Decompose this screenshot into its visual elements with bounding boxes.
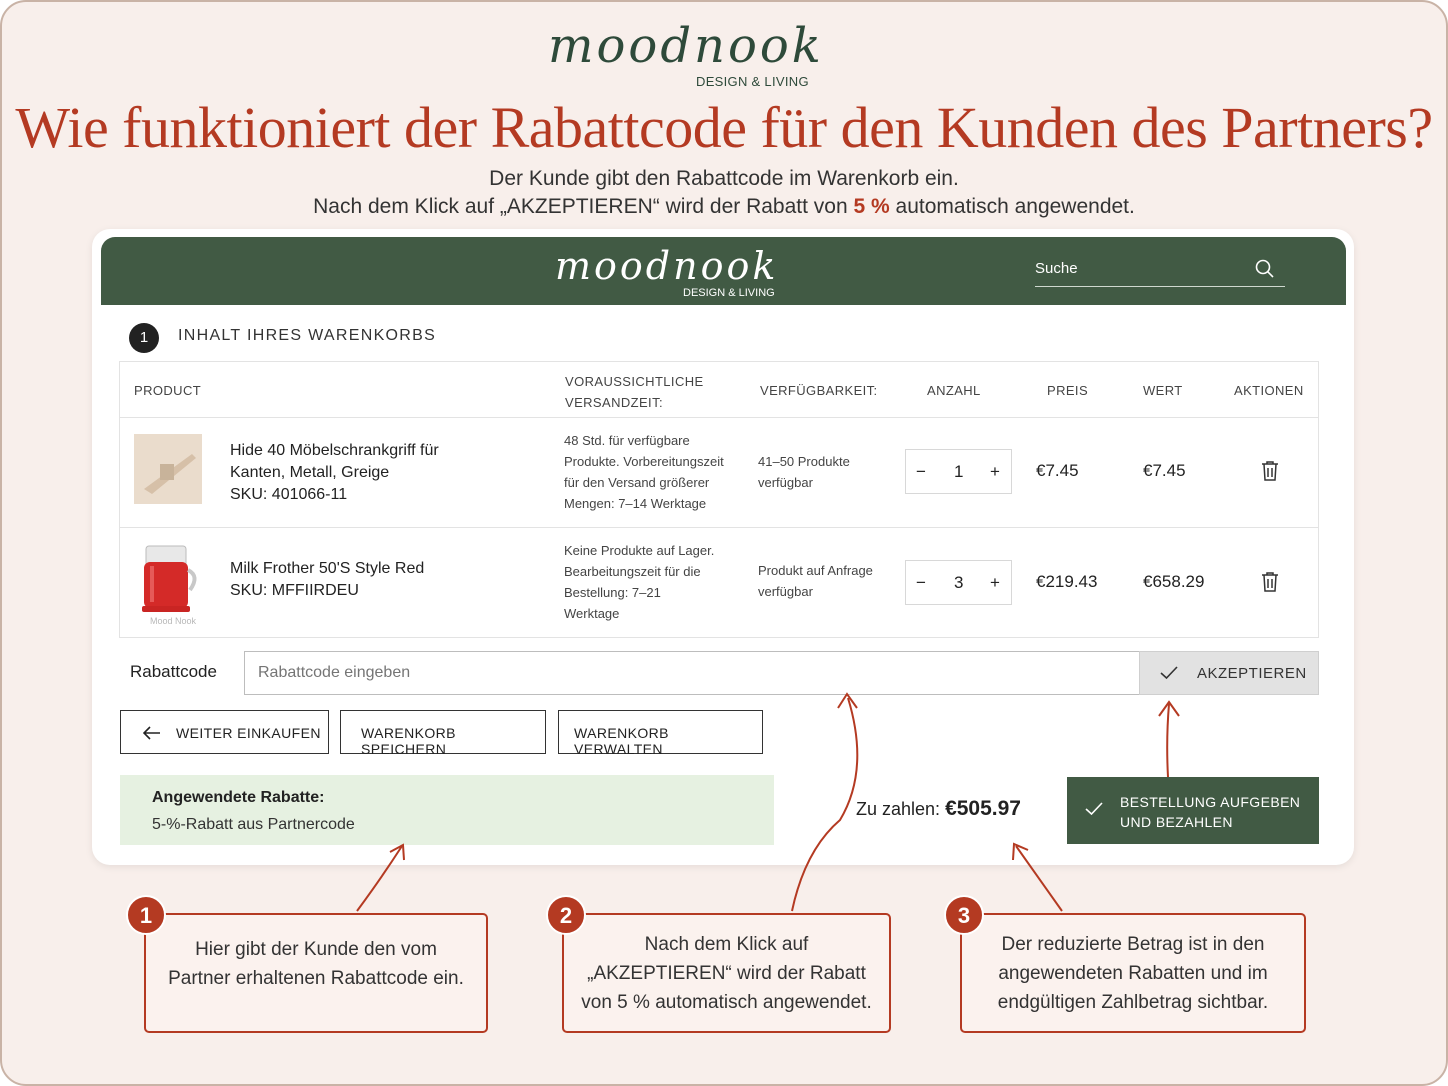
col-actions: AKTIONEN [1234, 383, 1304, 398]
place-order-line-2: UND BEZAHLEN [1120, 814, 1233, 830]
brand-logo [548, 18, 848, 98]
shipping-line: 48 Std. für verfügbare [564, 433, 690, 448]
save-cart-button[interactable] [340, 710, 546, 757]
intro-line-2-suffix: automatisch angewendet. [889, 195, 1135, 218]
shipping-info [564, 540, 714, 624]
place-order-label [1120, 792, 1300, 832]
arrow-left-icon [143, 726, 161, 740]
product-name-line-1: Milk Frother 50'S Style Red [230, 560, 425, 577]
save-cart-label: WARENKORB SPEICHERN [361, 725, 456, 757]
cart-title: INHALT IHRES WARENKORBS [178, 327, 437, 344]
col-price: PREIS [1047, 383, 1089, 398]
product-name-line-2: Kanten, Metall, Greige [230, 464, 390, 481]
line-value: €7.45 [1143, 461, 1186, 480]
shipping-line: Bestellung: 7–21 [564, 585, 661, 600]
callout-line: Nach dem Klick auf [644, 934, 809, 955]
product-name[interactable] [230, 440, 439, 506]
quantity-value[interactable]: 1 [954, 462, 964, 481]
product-thumbnail[interactable] [134, 540, 202, 626]
intro-highlight: 5 % [853, 195, 890, 218]
availability-info [758, 560, 873, 602]
col-shipping-line-2: VERSANDZEIT: [565, 395, 663, 410]
callout-line: „AKZEPTIEREN“ wird der Rabatt [587, 963, 866, 984]
brand-wordmark: moodnook [548, 18, 824, 74]
discount-code-input[interactable] [244, 651, 1140, 695]
decrease-button[interactable]: − [916, 462, 926, 481]
col-shipping [565, 371, 704, 413]
accept-button-label: AKZEPTIEREN [1197, 665, 1307, 682]
availability-info [758, 451, 850, 493]
checkmark-icon [1160, 665, 1178, 681]
col-shipping-line-1: VORAUSSICHTLICHE [565, 374, 704, 389]
quantity-stepper[interactable] [905, 449, 1012, 494]
intro-line-1: Der Kunde gibt den Rabattcode im Warenkorb ein. [489, 167, 959, 190]
callout-line: Hier gibt der Kunde den vom [195, 939, 437, 960]
intro-line-2-prefix: Nach dem Klick auf „AKZEPTIEREN“ wird der Rabatt von [313, 195, 854, 218]
continue-shopping-label: WEITER EINKAUFEN [176, 725, 321, 741]
quantity-stepper[interactable] [905, 560, 1012, 605]
callout-text [962, 930, 1304, 1017]
col-availability: VERFÜGBARKEIT: [760, 383, 878, 398]
place-order-button[interactable] [1067, 777, 1319, 844]
trash-icon[interactable] [1260, 460, 1280, 482]
shop-logo[interactable] [555, 240, 795, 304]
total-amount [856, 797, 1021, 821]
row-divider [120, 527, 1318, 528]
shipping-line: Produkte. Vorbereitungszeit [564, 454, 724, 469]
callout-1 [144, 913, 488, 1033]
product-sku: SKU: MFFIIRDEU [230, 582, 359, 599]
place-order-line-1: BESTELLUNG AUFGEBEN [1120, 794, 1301, 810]
shipping-line: Mengen: 7–14 Werktage [564, 496, 707, 511]
total-label: Zu zahlen: [856, 799, 946, 819]
row-divider [120, 417, 1318, 418]
accept-button[interactable] [1139, 651, 1319, 695]
search-label: Suche [1035, 260, 1078, 277]
product-name-line-1: Hide 40 Möbelschrankgriff für [230, 442, 439, 459]
increase-button[interactable]: + [990, 462, 1000, 481]
product-thumbnail[interactable] [134, 434, 202, 504]
shop-wordmark: moodnook [555, 244, 779, 288]
applied-discount-value: 5-%-Rabatt aus Partnercode [152, 816, 355, 833]
callout-text [146, 935, 486, 993]
shipping-info [564, 430, 724, 514]
callout-text [564, 930, 889, 1017]
product-sku: SKU: 401066-11 [230, 486, 348, 503]
cart-table [119, 361, 1319, 638]
callout-3 [960, 913, 1306, 1033]
applied-discounts-box [120, 775, 774, 845]
search-input[interactable] [1035, 257, 1285, 287]
col-quantity: ANZAHL [927, 383, 981, 398]
product-name[interactable] [230, 558, 424, 602]
col-value: WERT [1143, 383, 1183, 398]
shipping-line: Werktage [564, 606, 620, 621]
intro-line-2 [0, 193, 1448, 221]
callout-2 [562, 913, 891, 1033]
callout-number-badge: 1 [126, 895, 166, 935]
continue-shopping-button[interactable] [120, 710, 329, 754]
brand-tagline: DESIGN & LIVING [696, 74, 809, 89]
callout-line: endgültigen Zahlbetrag sichtbar. [997, 992, 1269, 1013]
thumbnail-caption: Mood Nook [150, 616, 197, 626]
callout-line: Partner erhaltenen Rabattcode ein. [168, 968, 464, 989]
decrease-button[interactable]: − [916, 573, 926, 592]
total-value: €505.97 [945, 797, 1021, 820]
col-product: PRODUCT [134, 383, 202, 398]
search-icon[interactable] [1255, 259, 1275, 279]
shop-tagline: DESIGN & LIVING [683, 287, 775, 299]
manage-cart-label: WARENKORB VERWALTEN [574, 725, 669, 757]
quantity-value[interactable]: 3 [954, 573, 964, 592]
page-title: Wie funktioniert der Rabattcode für den Kunden des Partners? [15, 95, 1433, 160]
availability-line: verfügbar [758, 584, 813, 599]
checkmark-icon [1085, 801, 1103, 817]
unit-price: €7.45 [1036, 461, 1079, 480]
shipping-line: Keine Produkte auf Lager. [564, 543, 715, 558]
line-value: €658.29 [1143, 572, 1205, 591]
callout-line: angewendeten Rabatten und im [998, 963, 1268, 984]
callout-number-badge: 2 [546, 895, 586, 935]
callout-line: Der reduzierte Betrag ist in den [1001, 934, 1265, 955]
availability-line: 41–50 Produkte [758, 454, 850, 469]
intro-text [0, 165, 1448, 221]
trash-icon[interactable] [1260, 571, 1280, 593]
shipping-line: für den Versand größerer [564, 475, 710, 490]
step-badge: 1 [129, 323, 159, 353]
applied-discounts-title: Angewendete Rabatte: [152, 789, 325, 806]
callout-number-badge: 3 [944, 895, 984, 935]
increase-button[interactable]: + [990, 573, 1000, 592]
availability-line: verfügbar [758, 475, 813, 490]
manage-cart-button[interactable] [558, 710, 763, 757]
shipping-line: Bearbeitungszeit für die [564, 564, 701, 579]
callout-line: von 5 % automatisch angewendet. [581, 992, 872, 1013]
unit-price: €219.43 [1036, 572, 1098, 591]
milk-frother-image [134, 540, 202, 626]
availability-line: Produkt auf Anfrage [758, 563, 873, 578]
discount-code-label: Rabattcode [130, 662, 217, 681]
cabinet-handle-image [134, 434, 202, 504]
